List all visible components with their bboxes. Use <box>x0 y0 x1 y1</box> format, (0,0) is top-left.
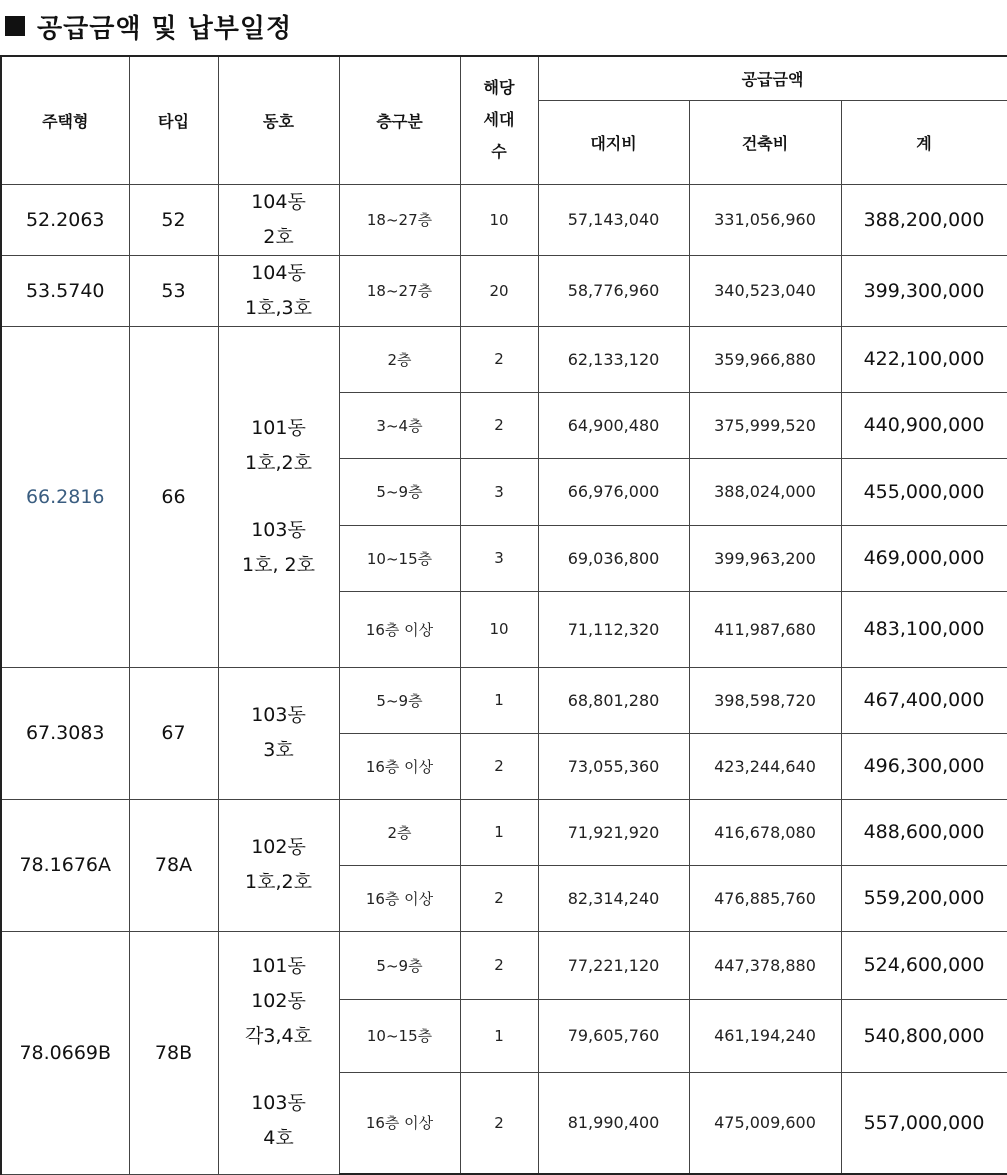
dongho-cell <box>218 326 339 667</box>
build-cost-cell: 359,966,880 <box>689 326 841 392</box>
build-cost-cell: 461,194,240 <box>689 999 841 1072</box>
dongho-line: 102동 <box>251 990 306 1012</box>
total-cell: 540,800,000 <box>841 999 1007 1072</box>
total-cell: 455,000,000 <box>841 458 1007 525</box>
build-cost-cell: 388,024,000 <box>689 458 841 525</box>
build-cost-cell: 399,963,200 <box>689 525 841 591</box>
build-cost-cell: 331,056,960 <box>689 184 841 255</box>
header-units-line: 수 <box>491 142 507 162</box>
unit-type-cell: 66.2816 <box>1 326 129 667</box>
floor-cell: 5~9층 <box>339 458 460 525</box>
land-cost-cell: 58,776,960 <box>538 255 689 326</box>
land-cost-cell: 64,900,480 <box>538 392 689 458</box>
dongho-line: 101동 <box>251 416 306 439</box>
floor-cell: 16층 이상 <box>339 1072 460 1174</box>
header-floor: 층구분 <box>339 56 460 184</box>
square-bullet-icon <box>5 16 25 36</box>
total-cell: 557,000,000 <box>841 1072 1007 1174</box>
floor-cell: 16층 이상 <box>339 591 460 667</box>
units-cell: 10 <box>460 184 538 255</box>
units-cell: 1 <box>460 667 538 733</box>
land-cost-cell: 81,990,400 <box>538 1072 689 1174</box>
unit-type-cell: 78.1676A <box>1 799 129 931</box>
floor-cell: 16층 이상 <box>339 865 460 931</box>
units-cell: 2 <box>460 733 538 799</box>
land-cost-cell: 66,976,000 <box>538 458 689 525</box>
build-cost-cell: 375,999,520 <box>689 392 841 458</box>
header-land: 대지비 <box>538 100 689 184</box>
build-cost-cell: 475,009,600 <box>689 1072 841 1174</box>
unit-type-cell: 53.5740 <box>1 255 129 326</box>
dongho-cell <box>218 931 339 1174</box>
section-title-text: 공급금액 및 납부일정 <box>37 13 293 44</box>
land-cost-cell: 82,314,240 <box>538 865 689 931</box>
land-cost-cell: 62,133,120 <box>538 326 689 392</box>
floor-cell: 2층 <box>339 799 460 865</box>
unit-type-cell: 52.2063 <box>1 184 129 255</box>
floor-cell: 16층 이상 <box>339 733 460 799</box>
land-cost-cell: 69,036,800 <box>538 525 689 591</box>
unit-type-cell: 78.0669B <box>1 931 129 1174</box>
header-units <box>460 56 538 184</box>
land-cost-cell: 68,801,280 <box>538 667 689 733</box>
total-cell: 524,600,000 <box>841 931 1007 999</box>
header-dongho: 동호 <box>218 56 339 184</box>
land-cost-cell: 71,112,320 <box>538 591 689 667</box>
type-cell: 66 <box>129 326 218 667</box>
total-cell: 469,000,000 <box>841 525 1007 591</box>
floor-cell: 5~9층 <box>339 931 460 999</box>
land-cost-cell: 71,921,920 <box>538 799 689 865</box>
type-cell: 52 <box>129 184 218 255</box>
units-cell: 2 <box>460 865 538 931</box>
floor-cell: 5~9층 <box>339 667 460 733</box>
build-cost-cell: 476,885,760 <box>689 865 841 931</box>
total-cell: 422,100,000 <box>841 326 1007 392</box>
build-cost-cell: 447,378,880 <box>689 931 841 999</box>
total-cell: 559,200,000 <box>841 865 1007 931</box>
dongho-line: 1호,2호 <box>245 451 312 474</box>
dongho-spacer <box>219 1054 339 1086</box>
type-cell: 78A <box>129 799 218 931</box>
units-cell: 2 <box>460 1072 538 1174</box>
land-cost-cell: 79,605,760 <box>538 999 689 1072</box>
units-cell: 1 <box>460 999 538 1072</box>
dongho-line: 104동 <box>251 261 306 284</box>
land-cost-cell: 77,221,120 <box>538 931 689 999</box>
header-total: 계 <box>841 100 1007 184</box>
dongho-line: 각3,4호 <box>245 1025 312 1047</box>
units-cell: 10 <box>460 591 538 667</box>
floor-cell: 18~27층 <box>339 255 460 326</box>
build-cost-cell: 416,678,080 <box>689 799 841 865</box>
total-cell: 496,300,000 <box>841 733 1007 799</box>
total-cell: 399,300,000 <box>841 255 1007 326</box>
dongho-line: 2호 <box>263 225 294 248</box>
build-cost-cell: 340,523,040 <box>689 255 841 326</box>
header-units-line: 해당 <box>483 78 515 98</box>
build-cost-cell: 398,598,720 <box>689 667 841 733</box>
floor-cell: 10~15층 <box>339 525 460 591</box>
dongho-line: 102동 <box>251 836 306 858</box>
type-cell: 67 <box>129 667 218 799</box>
dongho-line: 104동 <box>251 190 306 213</box>
floor-cell: 2층 <box>339 326 460 392</box>
land-cost-cell: 57,143,040 <box>538 184 689 255</box>
dongho-cell <box>218 255 339 326</box>
units-cell: 2 <box>460 326 538 392</box>
unit-type-cell: 67.3083 <box>1 667 129 799</box>
total-cell: 488,600,000 <box>841 799 1007 865</box>
dongho-line: 101동 <box>251 955 306 977</box>
type-cell: 78B <box>129 931 218 1174</box>
build-cost-cell: 411,987,680 <box>689 591 841 667</box>
type-cell: 53 <box>129 255 218 326</box>
floor-cell: 3~4층 <box>339 392 460 458</box>
dongho-line: 1호, 2호 <box>242 553 315 576</box>
header-unit-type: 주택형 <box>1 56 129 184</box>
supply-price-table <box>0 55 1007 1175</box>
dongho-line: 1호,2호 <box>245 871 312 893</box>
floor-cell: 10~15층 <box>339 999 460 1072</box>
land-cost-cell: 73,055,360 <box>538 733 689 799</box>
total-cell: 440,900,000 <box>841 392 1007 458</box>
units-cell: 3 <box>460 458 538 525</box>
build-cost-cell: 423,244,640 <box>689 733 841 799</box>
total-cell: 483,100,000 <box>841 591 1007 667</box>
floor-cell: 18~27층 <box>339 184 460 255</box>
header-price-group: 공급금액 <box>538 56 1007 100</box>
total-cell: 467,400,000 <box>841 667 1007 733</box>
dongho-line: 103동 <box>251 704 306 726</box>
units-cell: 3 <box>460 525 538 591</box>
units-cell: 2 <box>460 931 538 999</box>
units-cell: 1 <box>460 799 538 865</box>
dongho-line: 4호 <box>263 1127 294 1149</box>
header-build: 건축비 <box>689 100 841 184</box>
header-units-line: 세대 <box>483 110 515 130</box>
dongho-cell <box>218 184 339 255</box>
section-title <box>2 6 292 46</box>
total-cell: 388,200,000 <box>841 184 1007 255</box>
dongho-line: 103동 <box>251 1092 306 1114</box>
units-cell: 20 <box>460 255 538 326</box>
dongho-spacer <box>219 481 339 513</box>
dongho-cell <box>218 799 339 931</box>
units-cell: 2 <box>460 392 538 458</box>
dongho-line: 103동 <box>251 518 306 541</box>
dongho-line: 1호,3호 <box>245 296 312 319</box>
dongho-cell <box>218 667 339 799</box>
header-type: 타입 <box>129 56 218 184</box>
dongho-line: 3호 <box>263 739 294 761</box>
